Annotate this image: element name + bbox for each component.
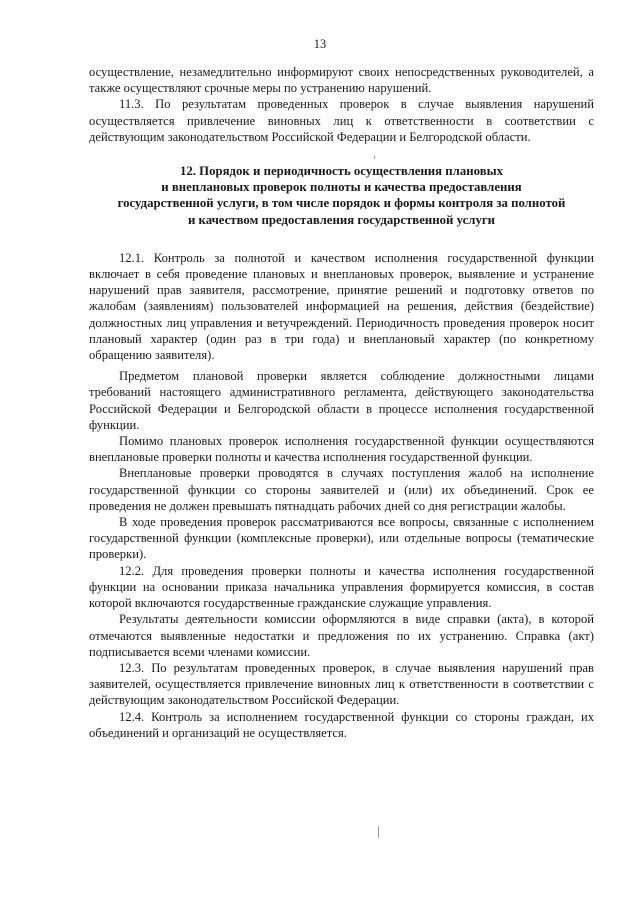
section-heading — [89, 163, 594, 228]
page-number: 13 — [313, 37, 327, 51]
heading-line: и внеплановых проверок полноты и качества предоставления — [161, 180, 522, 195]
heading-line: государственной услуги, в том числе порядок и формы контроля за полнотой — [117, 196, 566, 211]
paragraph: 12.4. Контроль за исполнением государственной функции со стороны граждан, их объединений и организаций не осуществляется. — [89, 709, 594, 740]
paragraph: Результаты деятельности комиссии оформляются в виде справки (акта), в которой отмечаются выявленные недостатки и предложения по их устранению. Справка (акт) подписывается всеми членами комиссии. — [89, 612, 594, 659]
document-body — [89, 64, 594, 741]
paragraph: Помимо плановых проверок исполнения государственной функции осуществляются внеплановые проверки полноты и качества исполнения государственной функции. — [89, 434, 594, 465]
paragraph: 12.2. Для проведения проверки полноты и качества исполнения государственной функции на основании приказа начальника управления формируется комиссия, в состав которой включаются государственные гражданские служащие управления. — [89, 563, 594, 611]
paragraph: Внеплановые проверки проводятся в случаях поступления жалоб на исполнение государственной функции со стороны заявителей и (или) их объединений. Срок ее проведения не должен превышать пятнадцать рабочих дней со дня регистрации жалобы. — [89, 466, 594, 513]
paragraph: В ходе проведения проверок рассматриваются все вопросы, связанные с исполнением государственной функции (комплексные проверки), или отдельные вопросы (тематические проверки). — [89, 515, 594, 562]
paragraph: 12.1. Контроль за полнотой и качеством исполнения государственной функции включает в себя проведение плановых и внеплановых проверок, выявление и устранение нарушений прав заявителя, рассмотрение, принятие решений и подготовку ответов по жалобам (заявлениям) пользователей информацией на решения, действия (бездействие) должностных лиц управления и ветучреждений. Периодичность проведения проверок носит плановый характер (один раз в три года) и внеплановый характер (по конкретному обращению заявителя). — [89, 250, 594, 363]
paragraph: 11.3. По результатам проведенных проверок в случае выявления нарушений осуществляется привлечение виновных лиц к ответственности в соответствии с действующим законодательством Российской Федерации и Белгородской области. — [89, 97, 594, 144]
scan-mark — [378, 826, 379, 838]
paragraph: Предметом плановой проверки является соблюдение должностными лицами требований настоящего административного регламента, действующего законодательства Российской Федерации и Белгородской области в процессе исполнения государственной функции. — [89, 369, 594, 432]
heading-line: 12. Порядок и периодичность осуществления плановых — [179, 164, 504, 179]
paragraph: осуществление, незамедлительно информируют своих непосредственных руководителей, а также осуществляют срочные меры по устранению нарушений. — [89, 65, 594, 96]
paragraph: 12.3. По результатам проведенных проверок, в случае выявления нарушений прав заявителей, осуществляется привлечение виновных лиц к ответственности в соответствии с действующим законодательством Российской Федерации. — [89, 660, 594, 708]
heading-line: и качеством предоставления государственной услуги — [187, 212, 496, 227]
